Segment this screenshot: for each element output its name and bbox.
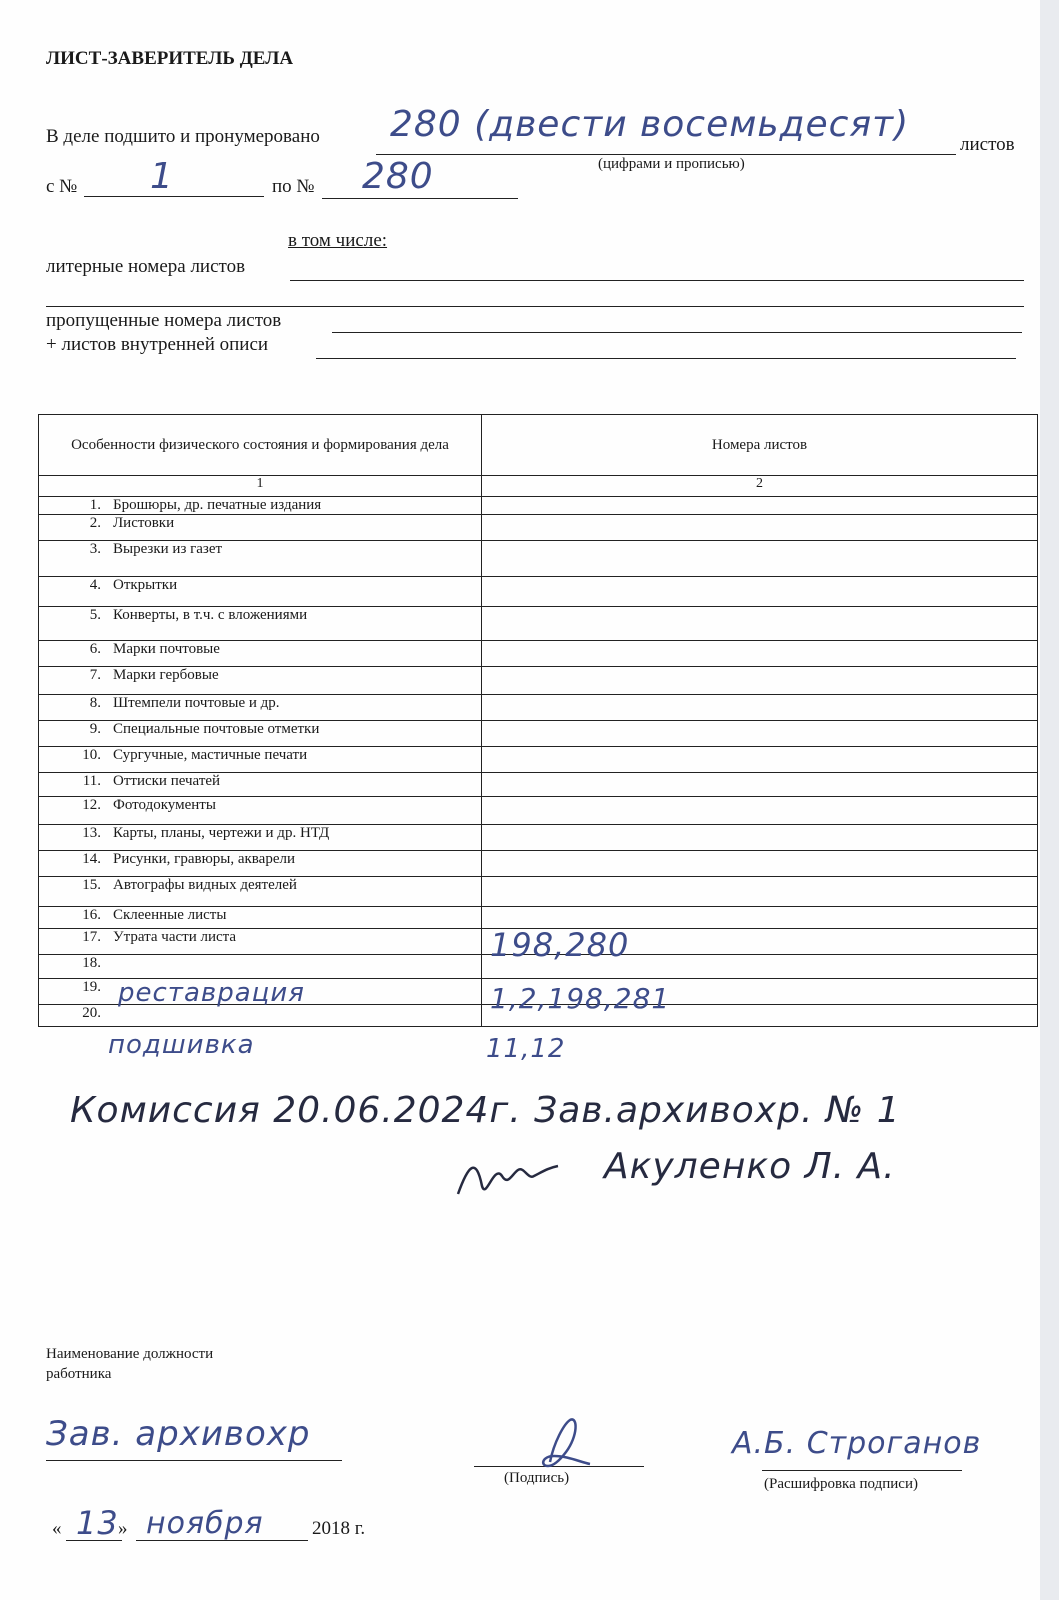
table-cell-sheet-numbers xyxy=(482,825,1038,851)
row-number: 1. xyxy=(89,497,101,513)
row-number: 17. xyxy=(82,929,101,945)
table-cell-sheet-numbers xyxy=(482,607,1038,641)
table-cell-sheet-numbers xyxy=(482,773,1038,797)
row-number: 18. xyxy=(82,955,101,971)
table-cell-feature xyxy=(39,607,482,641)
to-number-value: 280 xyxy=(362,156,434,197)
row-label: Автографы видных деятелей xyxy=(113,877,297,893)
row-label: Марки почтовые xyxy=(113,641,220,657)
letter-numbers-underline-2 xyxy=(46,306,1024,307)
table-header-features: Особенности физического состояния и формирования дела xyxy=(39,415,482,476)
from-number-label: с № xyxy=(46,176,78,197)
table-cell-sheet-numbers xyxy=(482,851,1038,877)
table-cell-sheet-numbers xyxy=(482,641,1038,667)
sewn-count-label: В деле подшито и пронумеровано xyxy=(46,126,320,147)
table-cell-sheet-numbers xyxy=(482,541,1038,577)
table-row xyxy=(39,721,1038,747)
row-number: 8. xyxy=(89,695,101,711)
date-month-value: ноября xyxy=(146,1506,264,1541)
position-value: Зав. архивохр xyxy=(46,1414,311,1454)
table-cell-sheet-numbers xyxy=(482,877,1038,907)
row-label: Сургучные, мастичные печати xyxy=(113,747,308,763)
table-row xyxy=(39,851,1038,877)
row-number: 3. xyxy=(89,541,101,557)
sewn-count-value: 280 (двести восемьдесят) xyxy=(390,104,910,145)
page-edge xyxy=(1040,0,1059,1600)
table-row xyxy=(39,497,1038,515)
table-cell-feature xyxy=(39,577,482,607)
date-day-value: 13 xyxy=(76,1504,119,1542)
date-year: 2018 г. xyxy=(312,1518,366,1539)
table-cell-feature xyxy=(39,797,482,825)
row-label: Рисунки, гравюры, акварели xyxy=(113,851,296,867)
table-cell-sheet-numbers xyxy=(482,577,1038,607)
row-label: Карты, планы, чертежи и др. НТД xyxy=(113,825,330,841)
decoding-value: А.Б. Строганов xyxy=(732,1426,982,1461)
table-colnum-1: 1 xyxy=(39,476,482,497)
binding-sheets-value: 11,12 xyxy=(486,1034,566,1064)
table-cell-feature xyxy=(39,667,482,695)
table-cell-sheet-numbers xyxy=(482,515,1038,541)
position-label-line1: Наименование должности xyxy=(46,1346,214,1362)
table-row xyxy=(39,667,1038,695)
row-label: Открытки xyxy=(113,577,178,593)
sewn-count-underline xyxy=(376,154,956,155)
table-cell-feature xyxy=(39,955,482,979)
table-row xyxy=(39,515,1038,541)
document-title: ЛИСТ-ЗАВЕРИТЕЛЬ ДЕЛА xyxy=(46,48,294,69)
table-cell-feature xyxy=(39,877,482,907)
table-row xyxy=(39,747,1038,773)
table-row xyxy=(39,695,1038,721)
row-number: 2. xyxy=(89,515,101,531)
missing-numbers-label: пропущенные номера листов xyxy=(46,310,282,331)
table-cell-feature xyxy=(39,773,482,797)
date-open-quote: « xyxy=(52,1518,62,1539)
row-label: Вырезки из газет xyxy=(113,541,223,557)
row-label: Марки гербовые xyxy=(113,667,219,683)
decoding-caption: (Расшифровка подписи) xyxy=(764,1476,918,1492)
row-number: 7. xyxy=(89,667,101,683)
row-label: Фотодокументы xyxy=(113,797,216,813)
row-number: 16. xyxy=(82,907,101,923)
from-number-value: 1 xyxy=(150,156,174,197)
date-close-quote: » xyxy=(118,1518,128,1539)
inner-inventory-underline xyxy=(316,358,1016,359)
row-number: 15. xyxy=(82,877,101,893)
table-cell-feature xyxy=(39,695,482,721)
letter-numbers-label: литерные номера листов xyxy=(46,256,246,277)
table-cell-feature xyxy=(39,851,482,877)
restoration-label-handwritten: реставрация xyxy=(118,978,305,1008)
row-number: 6. xyxy=(89,641,101,657)
table-cell-sheet-numbers xyxy=(482,497,1038,515)
row-label: Брошюры, др. печатные издания xyxy=(113,497,322,513)
to-number-label: по № xyxy=(272,176,315,197)
row-label: Оттиски печатей xyxy=(113,773,221,789)
table-cell-feature xyxy=(39,907,482,929)
row-number: 13. xyxy=(82,825,101,841)
digits-words-hint: (цифрами и прописью) xyxy=(598,156,745,172)
row-label: Склеенные листы xyxy=(113,907,227,923)
table-cell-sheet-numbers xyxy=(482,667,1038,695)
table-cell-sheet-numbers xyxy=(482,721,1038,747)
table-cell-feature xyxy=(39,929,482,955)
table-row xyxy=(39,825,1038,851)
table-cell-feature xyxy=(39,541,482,577)
row-label: Утрата части листа xyxy=(113,929,237,945)
row-label: Конверты, в т.ч. с вложениями xyxy=(113,607,308,623)
table-row xyxy=(39,607,1038,641)
row-number: 9. xyxy=(89,721,101,737)
table-row xyxy=(39,577,1038,607)
row-number: 20. xyxy=(82,1005,101,1021)
binding-label-handwritten: подшивка xyxy=(108,1030,255,1060)
including-heading: в том числе: xyxy=(288,230,388,251)
table-row xyxy=(39,797,1038,825)
commission-note-line2: Акуленко Л. А. xyxy=(604,1146,896,1187)
table-cell-feature xyxy=(39,497,482,515)
table-row xyxy=(39,773,1038,797)
commission-note-line1: Комиссия 20.06.2024г. Зав.архивохр. № 1 xyxy=(70,1090,901,1131)
table-cell-feature xyxy=(39,515,482,541)
row-number: 10. xyxy=(82,747,101,763)
row-number: 4. xyxy=(89,577,101,593)
table-cell-sheet-numbers xyxy=(482,747,1038,773)
sheets-suffix: листов xyxy=(960,134,1015,155)
position-label-line2: работника xyxy=(46,1366,112,1382)
row-label: Листовки xyxy=(113,515,175,531)
row-number: 19. xyxy=(82,979,101,995)
decoding-underline xyxy=(762,1470,962,1471)
table-row xyxy=(39,877,1038,907)
table-cell-feature xyxy=(39,747,482,773)
table-cell-feature xyxy=(39,825,482,851)
table-row xyxy=(39,541,1038,577)
missing-numbers-underline xyxy=(332,332,1022,333)
table-cell-sheet-numbers xyxy=(482,695,1038,721)
table-colnum-2: 2 xyxy=(482,476,1038,497)
row-number: 5. xyxy=(89,607,101,623)
to-number-underline xyxy=(322,198,518,199)
row-number: 14. xyxy=(82,851,101,867)
position-underline xyxy=(46,1460,342,1461)
lost-part-sheets-value: 198,280 xyxy=(490,926,630,964)
restoration-sheets-value: 1,2,198,281 xyxy=(490,982,671,1015)
table-cell-sheet-numbers xyxy=(482,797,1038,825)
inner-inventory-label: + листов внутренней описи xyxy=(46,334,269,355)
row-number: 11. xyxy=(82,773,101,789)
row-number: 12. xyxy=(82,797,101,813)
table-cell-feature xyxy=(39,641,482,667)
table-header-sheet-numbers: Номера листов xyxy=(482,415,1038,476)
signature-caption: (Подпись) xyxy=(504,1470,570,1486)
letter-numbers-underline xyxy=(290,280,1024,281)
row-label: Специальные почтовые отметки xyxy=(113,721,320,737)
signature-icon xyxy=(520,1412,600,1472)
table-cell-feature xyxy=(39,721,482,747)
table-row xyxy=(39,641,1038,667)
commission-signature-icon xyxy=(454,1146,564,1202)
row-label: Штемпели почтовые и др. xyxy=(113,695,280,711)
from-number-underline xyxy=(84,196,264,197)
